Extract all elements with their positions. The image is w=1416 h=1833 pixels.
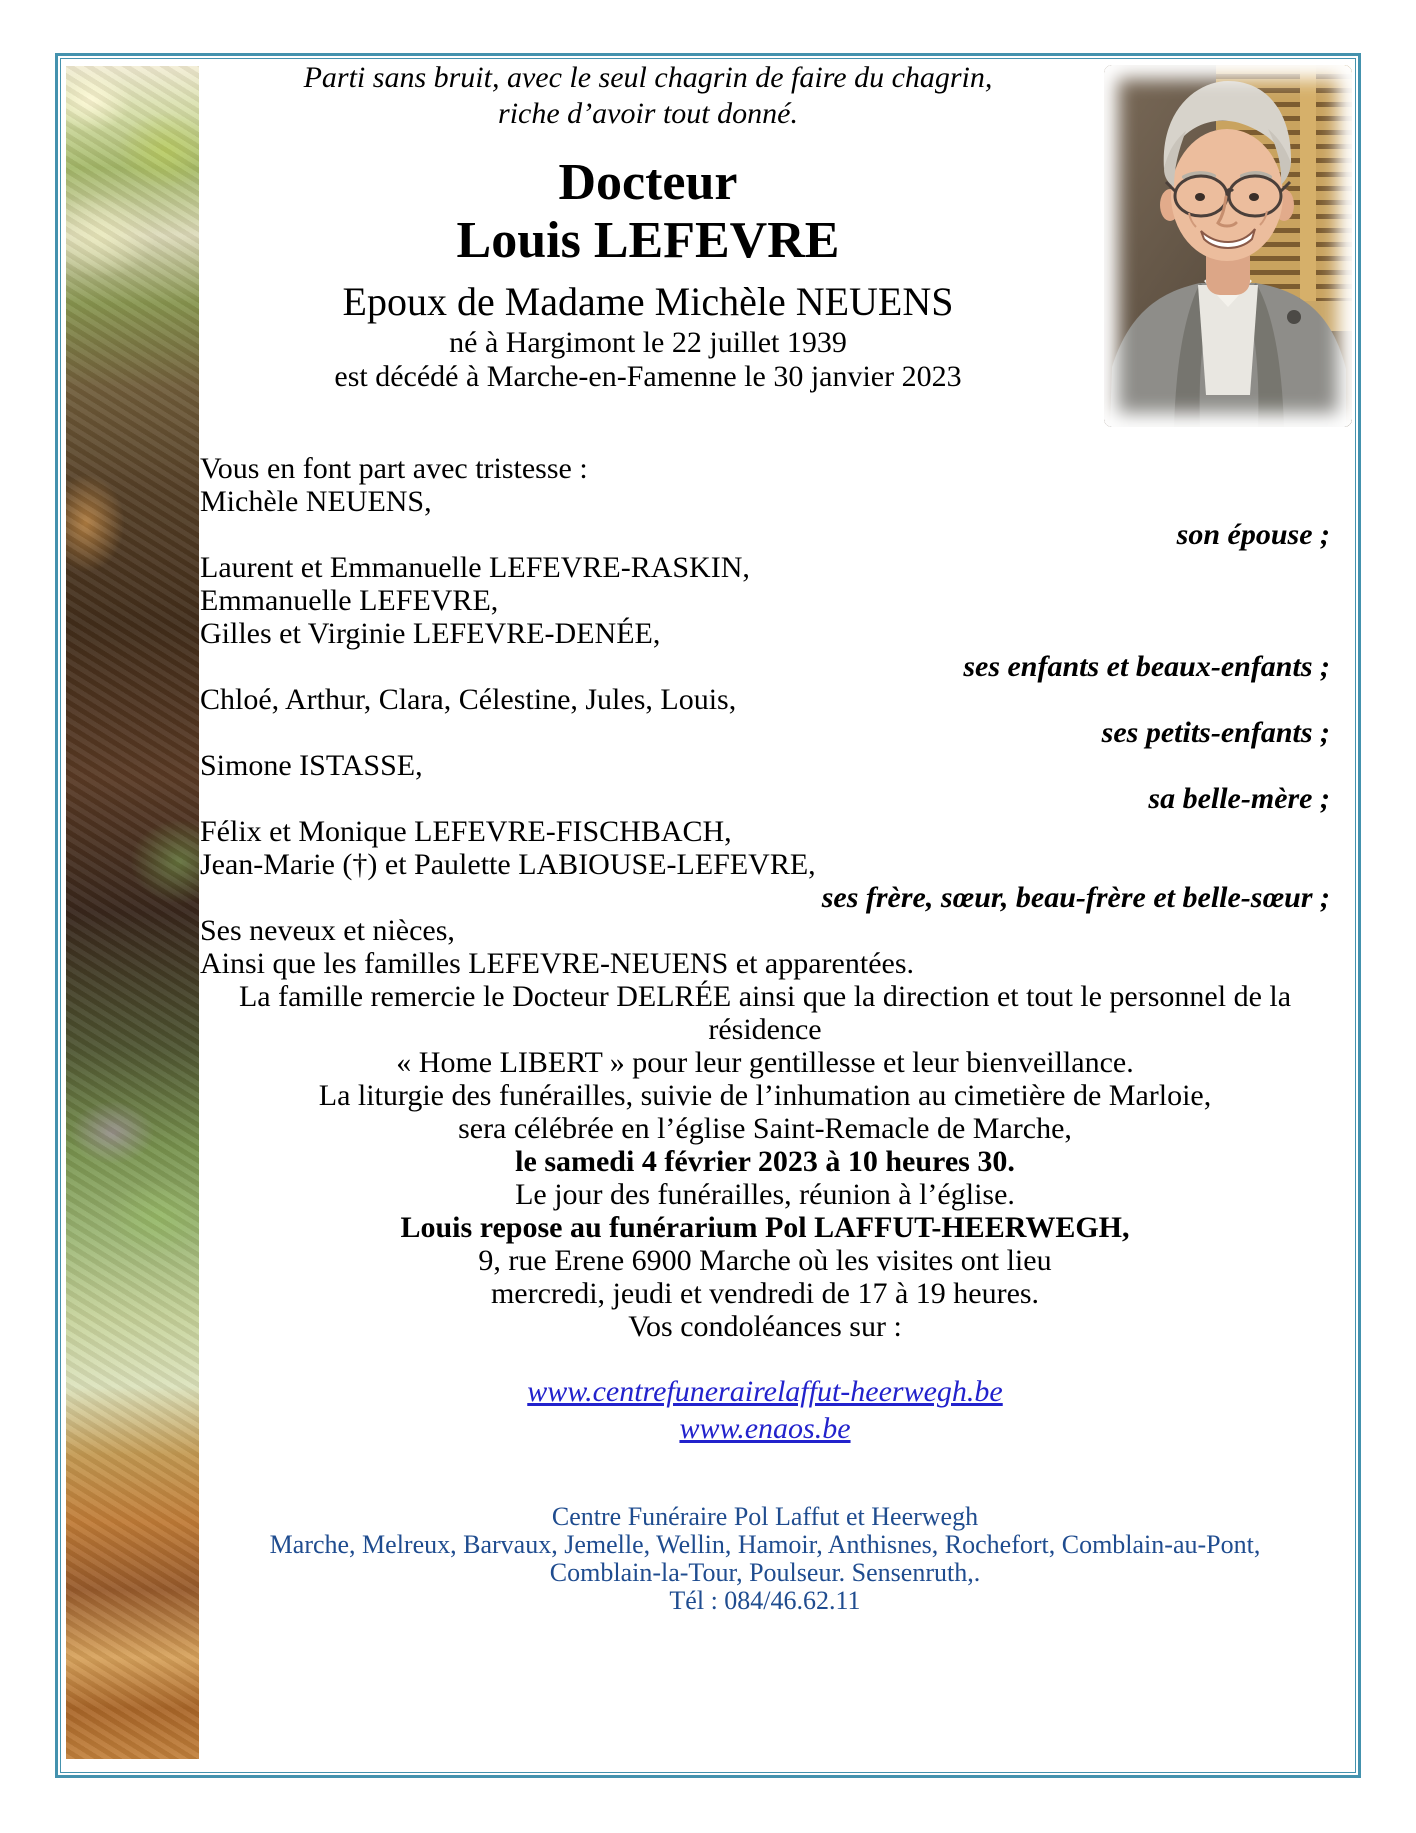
birth-line: né à Hargimont le 22 juillet 1939: [449, 326, 847, 359]
deceased-name: Louis LEFEVRE: [456, 212, 840, 269]
ceremony-line-1: La liturgie des funérailles, suivie de l’inhumation au cimetière de Marloie,: [318, 1079, 1212, 1112]
thanks-line-2: « Home LIBERT » pour leur gentillesse et leur bienveillance.: [396, 1046, 1134, 1079]
portrait-illustration: [1104, 65, 1352, 427]
family-name-line: Ainsi que les familles LEFEVRE-NEUENS et apparentées.: [200, 947, 914, 980]
enaos-website-link[interactable]: www.enaos.be: [679, 1412, 851, 1445]
portrait-photo: [1104, 65, 1352, 427]
footer-company-name: Centre Funéraire Pol Laffut et Heerwegh: [551, 1502, 979, 1531]
family-name-line: Félix et Monique LEFEVRE-FISCHBACH,: [200, 815, 732, 848]
family-name-line: Chloé, Arthur, Clara, Célestine, Jules, Louis,: [200, 683, 737, 716]
family-name-line: Laurent et Emmanuelle LEFEVRE-RASKIN,: [200, 551, 750, 584]
funeral-home-website-link[interactable]: www.centrefunerairelaffut-heerwegh.be: [527, 1375, 1003, 1408]
repose-line-2: 9, rue Erene 6900 Marche où les visites ont lieu: [478, 1244, 1052, 1277]
family-name-line: Ses neveux et nièces,: [200, 914, 455, 947]
thanks-line-1: La famille remercie le Docteur DELRÉE ainsi que la direction et tout le personnel de la résidence: [238, 980, 1292, 1046]
header-block: [196, 60, 1100, 394]
repose-line-1: Louis repose au funérarium Pol LAFFUT-HEERWEGH,: [400, 1211, 1130, 1244]
footer-locations-line-2: Comblain-la-Tour, Poulseur. Sensenruth,.: [549, 1558, 981, 1587]
relation-label: ses enfants et beaux-enfants ;: [963, 650, 1330, 683]
footer-phone: Tél : 084/46.62.11: [669, 1586, 861, 1615]
ceremony-line-2: sera célébrée en l’église Saint-Remacle de Marche,: [458, 1112, 1072, 1145]
deceased-title: Docteur: [558, 154, 738, 211]
relation-label: son épouse ;: [1176, 518, 1330, 551]
family-name-line: Gilles et Virginie LEFEVRE-DENÉE,: [200, 617, 661, 650]
relation-label: sa belle-mère ;: [1148, 782, 1330, 815]
spouse-line: Epoux de Madame Michèle NEUENS: [342, 279, 954, 324]
condolences-label: Vos condoléances sur :: [628, 1310, 902, 1343]
opening-quote: [196, 60, 1100, 132]
meeting-line: Le jour des funérailles, réunion à l’église.: [515, 1178, 1015, 1211]
footer-locations-line-1: Marche, Melreux, Barvaux, Jemelle, Wellin, Hamoir, Anthisnes, Rochefort, Comblain-au-Pont,: [269, 1530, 1261, 1559]
quote-line-2: riche d’avoir tout donné.: [498, 97, 798, 130]
family-name-line: Simone ISTASSE,: [200, 749, 423, 782]
relation-label: ses petits-enfants ;: [1101, 716, 1330, 749]
relation-label: ses frère, sœur, beau-frère et belle-sœur ;: [821, 881, 1330, 914]
ceremony-date-line: le samedi 4 février 2023 à 10 heures 30.: [515, 1145, 1015, 1178]
family-name-line: Michèle NEUENS,: [200, 485, 432, 518]
death-line: est décédé à Marche-en-Famenne le 30 janvier 2023: [334, 360, 962, 393]
condolence-links: [200, 1373, 1330, 1447]
announcement-intro: Vous en font part avec tristesse :: [200, 452, 588, 485]
family-name-line: Jean-Marie (†) et Paulette LABIOUSE-LEFEVRE,: [200, 848, 816, 881]
quote-line-1: Parti sans bruit, avec le seul chagrin de faire du chagrin,: [303, 61, 993, 94]
repose-line-3: mercredi, jeudi et vendredi de 17 à 19 heures.: [490, 1277, 1040, 1310]
card-border-frame: [55, 53, 1361, 1778]
autumn-tree-photo: [66, 66, 199, 1759]
funeral-home-footer: [200, 1503, 1330, 1615]
announcement-block: [200, 452, 1330, 1615]
family-name-line: Emmanuelle LEFEVRE,: [200, 584, 499, 617]
